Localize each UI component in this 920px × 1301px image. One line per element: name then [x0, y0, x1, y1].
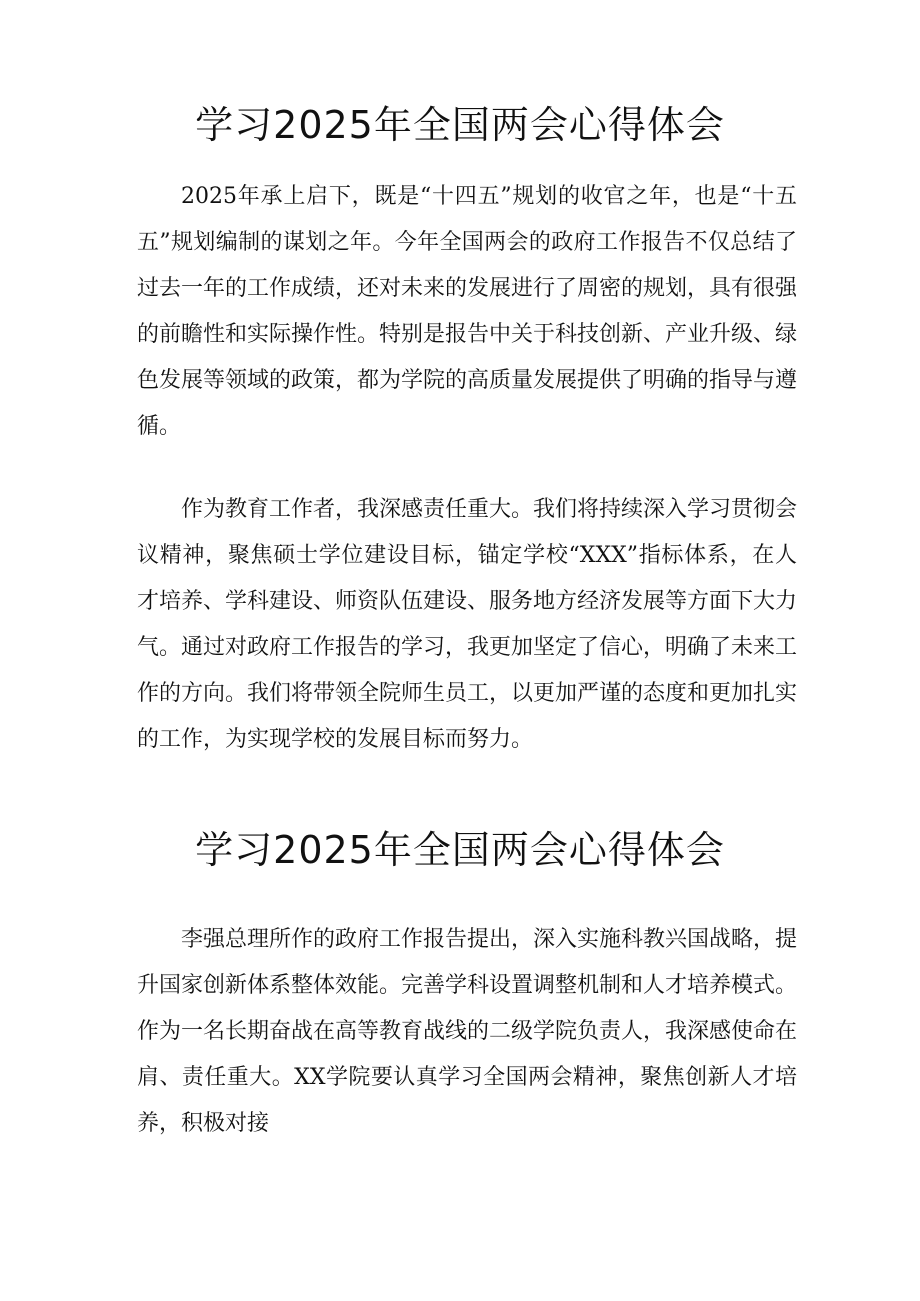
- section-2-paragraph-1: 李强总理所作的政府工作报告提出，深入实施科教兴国战略，提升国家创新体系整体效能。完善学科设置调整机制和人才培养模式。作为一名长期奋战在高等教育战线的二级学院负责人，我深感使命在肩、责任重大。XX学院要认真学习全国两会精神，聚焦创新人才培养，积极对接: [137, 927, 798, 1136]
- section-2-title: 学习2025年全国两会心得体会: [195, 828, 725, 872]
- section-1-title: 学习2025年全国两会心得体会: [195, 103, 725, 147]
- section-1-paragraph-2: 作为教育工作者，我深感责任重大。我们将持续深入学习贯彻会议精神，聚焦硕士学位建设目标，锚定学校“XXX”指标体系，在人才培养、学科建设、师资队伍建设、服务地方经济发展等方面下大力气。通过对政府工作报告的学习，我更加坚定了信心，明确了未来工作的方向。我们将带领全院师生员工，以更加严谨的态度和更加扎实的工作，为实现学校的发展目标而努力。: [137, 497, 798, 752]
- section-1-paragraph-1: 2025年承上启下，既是“十四五”规划的收官之年，也是“十五五”规划编制的谋划之年。今年全国两会的政府工作报告不仅总结了过去一年的工作成绩，还对未来的发展进行了周密的规划，具有很强的前瞻性和实际操作性。特别是报告中关于科技创新、产业升级、绿色发展等领域的政策，都为学院的高质量发展提供了明确的指导与遵循。: [137, 184, 798, 439]
